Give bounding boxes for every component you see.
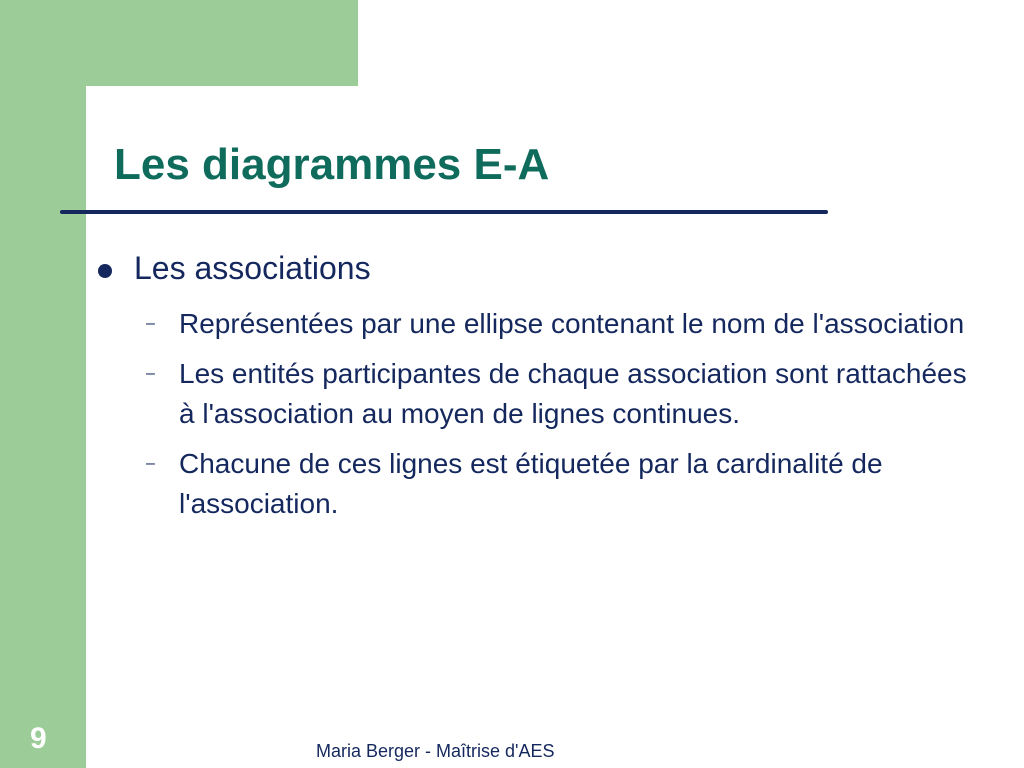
sub-bullet-text: Les entités participantes de chaque association sont rattachées à l'association au moyen de lignes continues.	[179, 358, 967, 429]
sub-bullet-text: Chacune de ces lignes est étiquetée par la cardinalité de l'association.	[179, 448, 883, 519]
sub-bullet-item	[146, 304, 986, 344]
green-top-band	[0, 0, 358, 86]
bullet-text: Les associations	[134, 250, 371, 286]
sub-bullet-text: Représentées par une ellipse contenant le nom de l'association	[179, 308, 965, 339]
bullet-dot-icon	[98, 264, 112, 278]
title-underline	[60, 210, 828, 214]
dash-icon: –	[146, 315, 155, 332]
dash-icon: –	[146, 455, 155, 472]
slide-title: Les diagrammes E-A	[114, 140, 550, 189]
sub-bullet-item	[146, 444, 986, 524]
green-side-band	[0, 0, 86, 768]
sub-bullet-item	[146, 354, 986, 434]
rounded-corner	[86, 86, 146, 146]
footer-text: Maria Berger - Maîtrise d'AES	[316, 741, 555, 761]
sub-bullet-list	[146, 304, 986, 534]
dash-icon: –	[146, 365, 155, 382]
bullet-item	[98, 250, 371, 287]
page-number: 9	[30, 722, 47, 755]
